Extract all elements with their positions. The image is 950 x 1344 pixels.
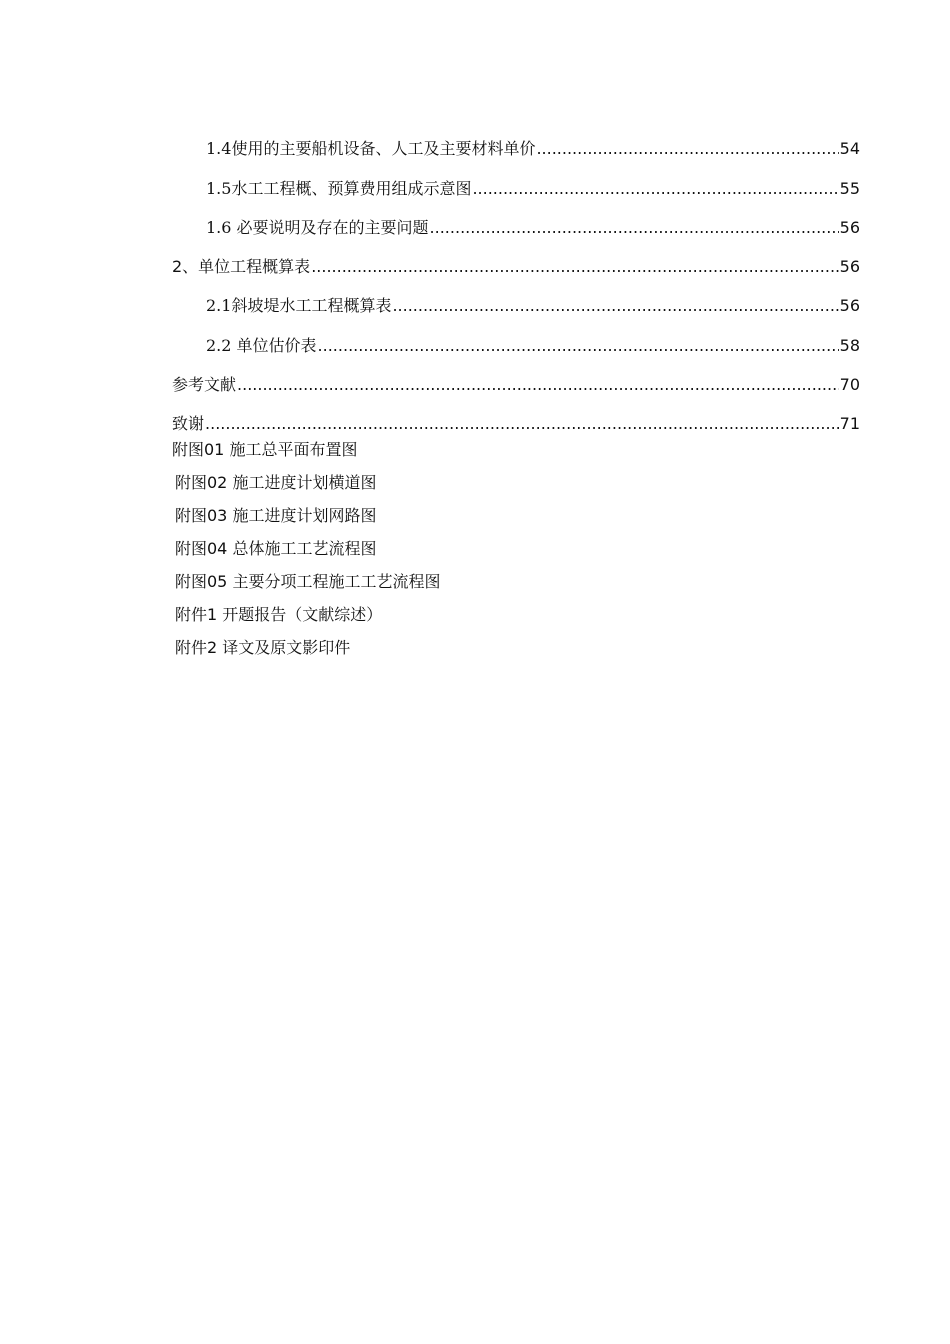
toc-entry-page: 58: [839, 335, 860, 355]
appendix-item: 附图05 主要分项工程施工工艺流程图: [175, 572, 441, 591]
toc-entry-page: 70: [839, 375, 860, 395]
appendix-item: 附件2 译文及原文影印件: [175, 638, 351, 657]
toc-leader-dots: [536, 137, 838, 161]
toc-entry[interactable]: [172, 318, 860, 357]
toc-leader-dots: [392, 294, 838, 318]
toc-entry-title: 1.6 必要说明及存在的主要问题: [206, 217, 429, 237]
appendix-item: 附件1 开题报告（文献综述）: [175, 605, 383, 624]
toc-leader-dots: [205, 412, 839, 436]
toc-entry[interactable]: [172, 358, 860, 397]
toc-entry[interactable]: [172, 240, 860, 279]
toc-entry-page: 71: [839, 414, 860, 434]
toc-entry-page: 56: [839, 257, 860, 277]
toc-entry[interactable]: [172, 397, 860, 436]
appendix-list: [172, 436, 772, 667]
toc-entry-title: 2.1斜坡堤水工工程概算表: [206, 296, 392, 316]
toc-entry-page: 56: [839, 296, 860, 316]
toc-entry[interactable]: [172, 122, 860, 161]
toc-leader-dots: [472, 177, 838, 201]
toc-entry-page: 56: [839, 217, 860, 237]
toc-entry-title: 1.4使用的主要船机设备、人工及主要材料单价: [206, 139, 536, 159]
toc-entry[interactable]: [172, 201, 860, 240]
toc-entry-title: 1.5水工工程概、预算费用组成示意图: [206, 178, 472, 198]
toc-leader-dots: [318, 334, 839, 358]
toc-entry[interactable]: [172, 161, 860, 200]
appendix-item: 附图03 施工进度计划网路图: [175, 506, 377, 525]
table-of-contents: [172, 122, 860, 436]
appendix-item: 附图01 施工总平面布置图: [172, 440, 358, 459]
toc-entry-title: 致谢: [172, 414, 205, 434]
toc-entry[interactable]: [172, 279, 860, 318]
toc-entry-title: 2、单位工程概算表: [172, 257, 311, 277]
toc-entry-page: 54: [839, 139, 860, 159]
appendix-item: 附图04 总体施工工艺流程图: [175, 539, 377, 558]
toc-entry-title: 参考文献: [172, 375, 237, 395]
toc-entry-title: 2.2 单位估价表: [206, 335, 317, 355]
toc-entry-page: 55: [839, 178, 860, 198]
toc-leader-dots: [311, 255, 838, 279]
toc-leader-dots: [430, 216, 839, 240]
appendix-item: 附图02 施工进度计划横道图: [175, 473, 377, 492]
toc-leader-dots: [237, 373, 839, 397]
